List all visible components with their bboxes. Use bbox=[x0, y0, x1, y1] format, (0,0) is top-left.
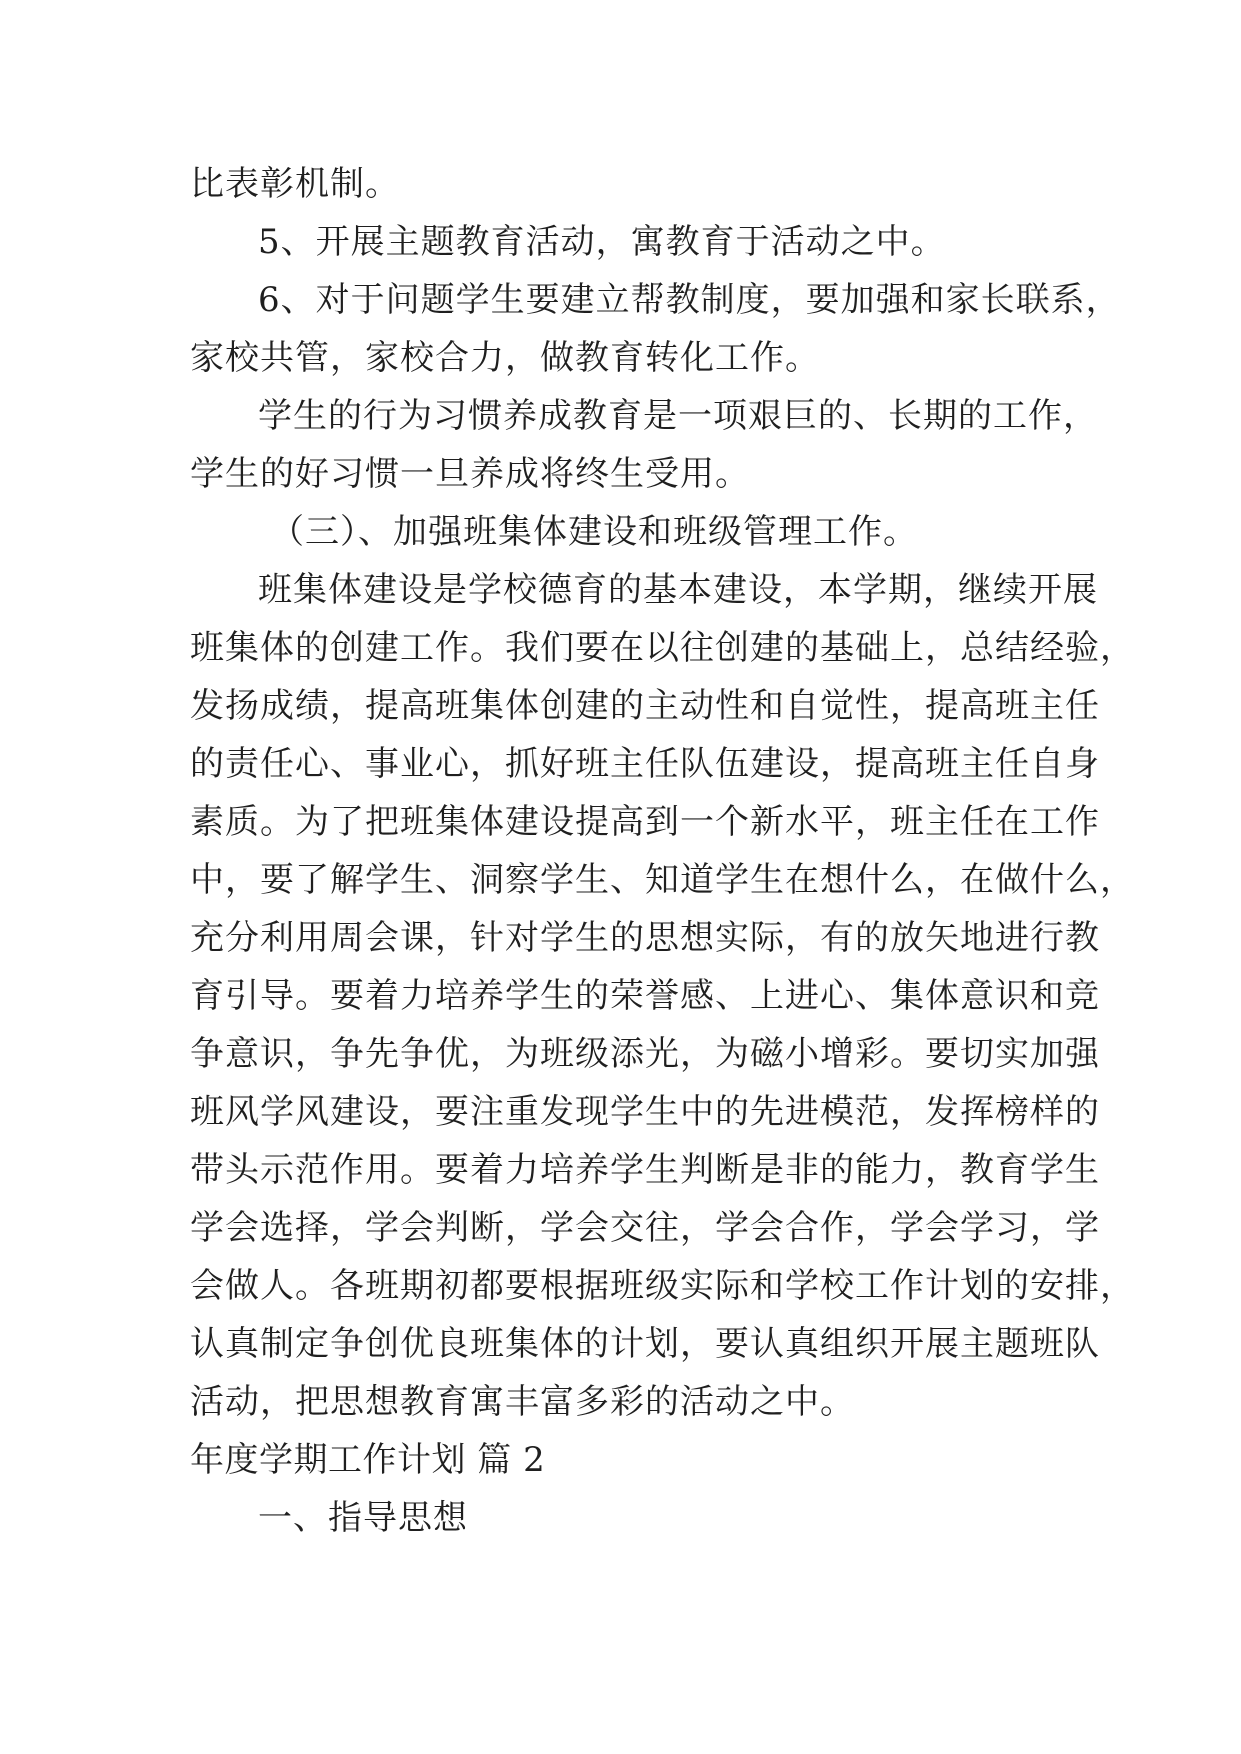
text-line: 班集体建设是学校德育的基本建设，本学期，继续开展 bbox=[258, 570, 1098, 610]
text-line: 家校共管，家校合力，做教育转化工作。 bbox=[190, 338, 820, 378]
text-line: 发扬成绩，提高班集体创建的主动性和自觉性，提高班主任 bbox=[190, 686, 1100, 726]
text-line: 6、对于问题学生要建立帮教制度，要加强和家长联系， bbox=[258, 280, 1121, 320]
text-line: 5、开展主题教育活动，寓教育于活动之中。 bbox=[258, 222, 946, 262]
text-line: 活动，把思想教育寓丰富多彩的活动之中。 bbox=[190, 1382, 855, 1422]
text-line: 的责任心、事业心，抓好班主任队伍建设，提高班主任自身 bbox=[190, 744, 1100, 784]
text-line: 会做人。各班期初都要根据班级实际和学校工作计划的安排， bbox=[190, 1266, 1135, 1306]
document-title: 年度学期工作计划 篇 2 bbox=[190, 1440, 546, 1480]
text-line: 学会选择，学会判断，学会交往，学会合作，学会学习，学 bbox=[190, 1208, 1100, 1248]
text-line: 认真制定争创优良班集体的计划，要认真组织开展主题班队 bbox=[190, 1324, 1100, 1364]
text-line: 班风学风建设，要注重发现学生中的先进模范，发挥榜样的 bbox=[190, 1092, 1100, 1132]
text-line: 学生的行为习惯养成教育是一项艰巨的、长期的工作， bbox=[258, 396, 1098, 436]
section-heading: （三）、加强班集体建设和班级管理工作。 bbox=[270, 512, 918, 552]
text-line: 学生的好习惯一旦养成将终生受用。 bbox=[190, 454, 750, 494]
text-line: 争意识，争先争优，为班级添光，为磁小增彩。要切实加强 bbox=[190, 1034, 1100, 1074]
text-line: 带头示范作用。要着力培养学生判断是非的能力，教育学生 bbox=[190, 1150, 1100, 1190]
text-line: 育引导。要着力培养学生的荣誉感、上进心、集体意识和竞 bbox=[190, 976, 1100, 1016]
text-line: 充分利用周会课，针对学生的思想实际，有的放矢地进行教 bbox=[190, 918, 1100, 958]
text-line: 班集体的创建工作。我们要在以往创建的基础上，总结经验， bbox=[190, 628, 1135, 668]
text-line: 中，要了解学生、洞察学生、知道学生在想什么，在做什么， bbox=[190, 860, 1135, 900]
text-line: 素质。为了把班集体建设提高到一个新水平，班主任在工作 bbox=[190, 802, 1100, 842]
text-line: 比表彰机制。 bbox=[190, 164, 400, 204]
section-heading: 一、指导思想 bbox=[258, 1498, 468, 1538]
